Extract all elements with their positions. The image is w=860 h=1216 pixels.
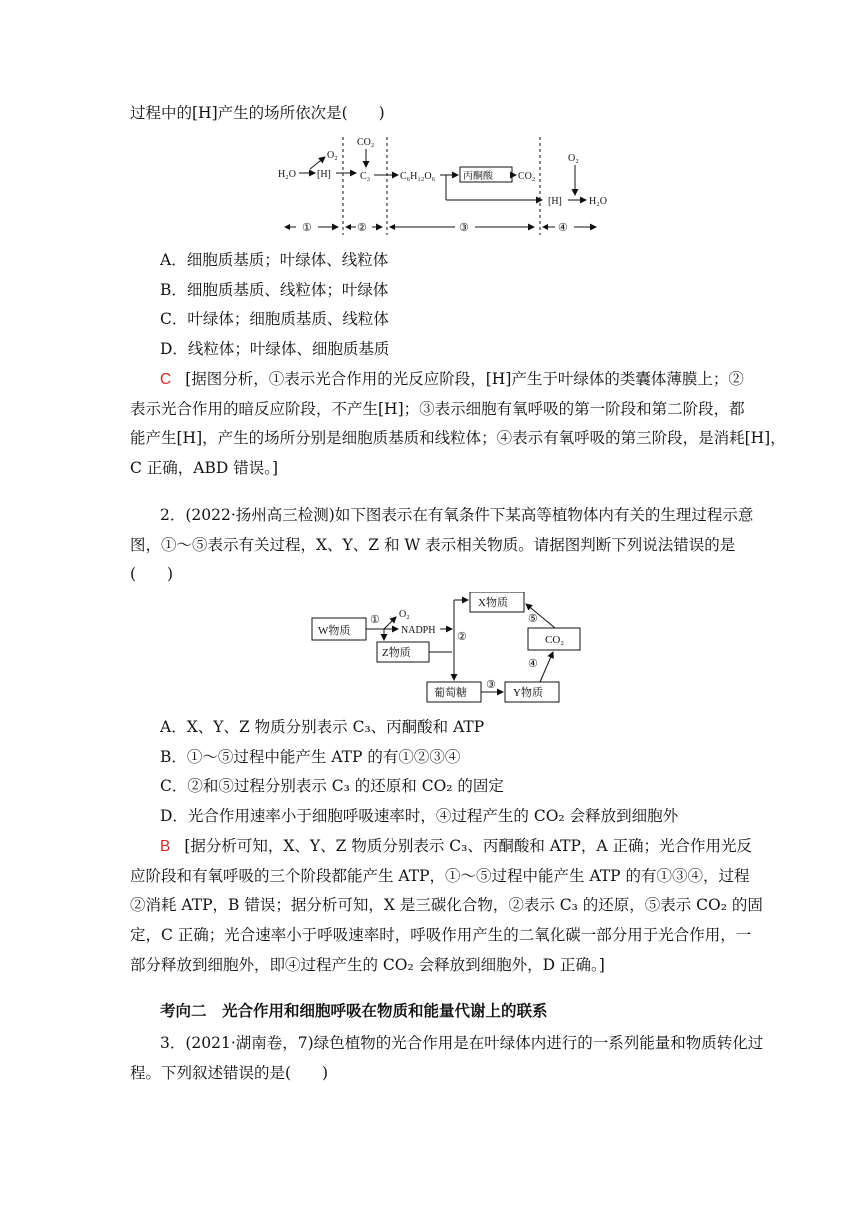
q1-option-d: D．线粒体；叶绿体、细胞质基质 — [160, 340, 390, 358]
label-4: ④ — [528, 658, 538, 670]
q2-stem-line-3: ( ) — [130, 565, 174, 583]
q2-option-a: A．X、Y、Z 物质分别表示 C₃、丙酮酸和 ATP — [160, 718, 485, 736]
co2-top: CO₂ — [357, 137, 375, 148]
q2-stem-line-1: 2．(2022·扬州高三检测)如下图表示在有氧条件下某高等植物体内有关的生理过程示意 — [160, 506, 754, 524]
y-substance: Y物质 — [513, 687, 543, 699]
q3-stem-line-1: 3．(2021·湖南卷，7)绿色植物的光合作用是在叶绿体内进行的一系列能量和物质转化过 — [160, 1034, 764, 1052]
w-substance: W物质 — [318, 625, 351, 637]
q1-explanation-text-1: [据图分析，①表示光合作用的光反应阶段，[H]产生于叶绿体的类囊体薄膜上；② — [185, 370, 744, 388]
q2-process-diagram — [0, 592, 860, 712]
h-bottom: [H] — [548, 196, 562, 207]
q1-answer-letter: C — [160, 371, 172, 388]
co2-box: CO₂ — [545, 634, 565, 646]
stage-3: ③ — [459, 222, 469, 234]
q2-answer-letter: B — [160, 838, 171, 855]
stage-4: ④ — [558, 222, 568, 234]
stage-1: ① — [302, 222, 312, 234]
label-2: ② — [457, 631, 467, 643]
q1-option-c: C．叶绿体；细胞质基质、线粒体 — [160, 310, 389, 328]
o2-right: O₂ — [568, 153, 579, 164]
q2-explanation-line-1 — [160, 836, 752, 857]
q2-explanation-line-3: ②消耗 ATP，B 错误；据分析可知，X 是三碳化合物，②表示 C₃ 的还原，⑤表示 CO₂ 的固 — [130, 896, 763, 914]
label-3: ③ — [486, 679, 496, 691]
q2-explanation-line-5: 部分释放到细胞外，即④过程产生的 CO₂ 会释放到细胞外，D 正确。] — [130, 956, 605, 974]
q1-explanation-line-2: 表示光合作用的暗反应阶段，不产生[H]；③表示细胞有氧呼吸的第一阶段和第二阶段，都 — [130, 400, 745, 418]
h2o-right: H₂O — [589, 196, 607, 207]
q2-option-b: B．①～⑤过程中能产生 ATP 的有①②③④ — [160, 748, 461, 766]
q2-explanation-text-1: [据分析可知，X、Y、Z 物质分别表示 C₃、丙酮酸和 ATP，A 正确；光合作用光反 — [184, 837, 753, 855]
label-1: ① — [370, 614, 380, 626]
h2o-left: H₂O — [278, 169, 296, 180]
q2-explanation-line-2: 应阶段和有氧呼吸的三个阶段都能产生 ATP，①～⑤过程中能产生 ATP 的有①③④，过程 — [130, 867, 750, 885]
label-5: ⑤ — [528, 613, 538, 625]
q1-option-b: B．细胞质基质、线粒体；叶绿体 — [160, 281, 389, 299]
q2-stem-line-2: 图，①～⑤表示有关过程，X、Y、Z 和 W 表示相关物质。请据图判断下列说法错误的是 — [130, 536, 736, 554]
o2-top: O₂ — [327, 150, 338, 161]
pyruvate: 丙酮酸 — [463, 171, 493, 182]
q1-option-a: A．细胞质基质；叶绿体、线粒体 — [160, 251, 389, 269]
glucose: C₆H₁₂O₆ — [400, 171, 436, 182]
nadph-label: NADPH — [401, 625, 436, 636]
q1-explanation-line-1 — [160, 369, 744, 390]
h-left: [H] — [317, 169, 331, 180]
q3-stem-line-2: 程。下列叙述错误的是( ) — [130, 1064, 329, 1082]
q1-process-diagram — [0, 135, 860, 235]
q2-option-c: C．②和⑤过程分别表示 C₃ 的还原和 CO₂ 的固定 — [160, 777, 504, 795]
glucose-label: 葡萄糖 — [434, 687, 467, 699]
q2-option-d: D．光合作用速率小于细胞呼吸速率时，④过程产生的 CO₂ 会释放到细胞外 — [160, 807, 679, 825]
o2-label: O₂ — [399, 609, 410, 620]
x-substance: X物质 — [478, 597, 508, 609]
q1-stem-end: 过程中的[H]产生的场所依次是( ) — [130, 104, 385, 122]
q1-explanation-line-3: 能产生[H]，产生的场所分别是细胞质基质和线粒体；④表示有氧呼吸的第三阶段，是消耗[H]， — [130, 429, 786, 447]
q2-explanation-line-4: 定，C 正确；光合速率小于呼吸速率时，呼吸作用产生的二氧化碳一部分用于光合作用，一 — [130, 926, 752, 944]
co2-right: CO₂ — [518, 171, 536, 182]
q1-explanation-line-4: C 正确，ABD 错误。] — [130, 459, 279, 477]
section-heading: 考向二 光合作用和细胞呼吸在物质和能量代谢上的联系 — [160, 1002, 548, 1020]
stage-2: ② — [357, 222, 367, 234]
c3: C₃ — [360, 171, 371, 182]
z-substance: Z物质 — [382, 647, 411, 659]
